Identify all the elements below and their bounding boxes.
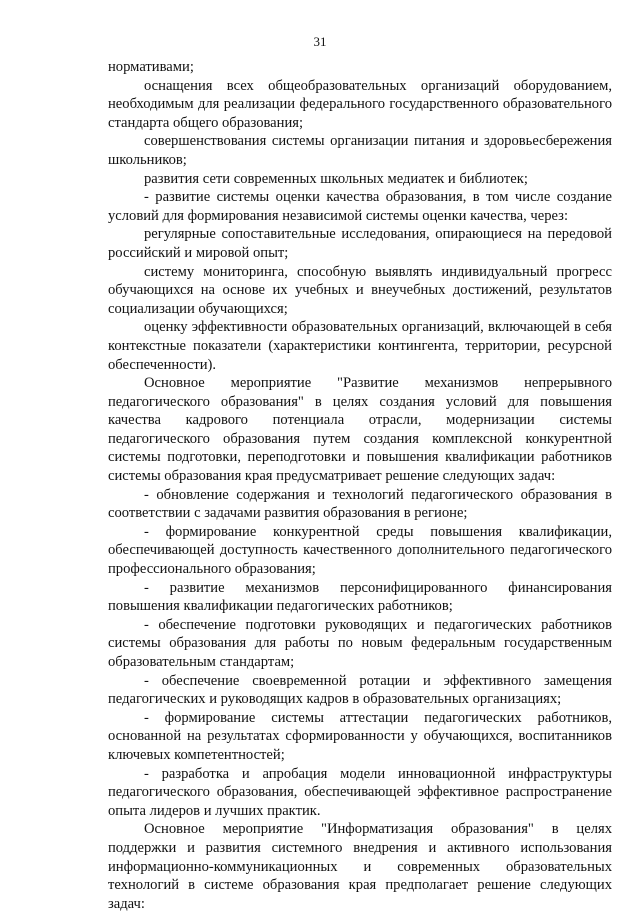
paragraph: - формирование конкурентной среды повышения квалификации, обеспечивающей доступность качественного дополнительного педагогического профессионального образования; <box>108 523 612 578</box>
paragraph: Основное мероприятие "Информатизация образования" в целях поддержки и развития системного внедрения и активного использования информационно-коммуникационных и современных образовательных технологий в системе образования края предполагает решение следующих задач: <box>108 821 612 912</box>
paragraph: регулярные сопоставительные исследования, опирающиеся на передовой российский и мировой опыт; <box>108 226 612 261</box>
paragraph: развития сети современных школьных медиатек и библиотек; <box>144 170 528 187</box>
paragraph: - обновление содержания и технологий педагогического образования в соответствии с задачами развития образования в регионе; <box>108 486 612 522</box>
paragraph: - формирование системы аттестации педагогических работников, основанной на результатах сформированности у обучающихся, воспитанников ключевых компетентностей; <box>108 709 612 763</box>
paragraph: совершенствования системы организации питания и здоровьесбережения школьников; <box>108 133 612 168</box>
paragraph: Основное мероприятие "Развитие механизмов непрерывного педагогического образования" в целях создания условий для повышения качества кадрового потенциала отрасли, модернизации системы педагогического образования путем создания комплексной конкурентной системы подготовки, переподготовки и повышения квалификации работников системы образования края предусматривает решение следующих задач: <box>108 375 612 485</box>
paragraph: - развитие системы оценки качества образования, в том числе создание условий для формирования независимой системы оценки качества, через: <box>108 189 612 224</box>
paragraph: оценку эффективности образовательных организаций, включающей в себя контекстные показатели (характеристики контингента, территории, ресурсной обеспеченности). <box>108 319 612 373</box>
paragraph: - развитие механизмов персонифицированного финансирования повышения квалификации педагогических работников; <box>108 579 612 615</box>
paragraph: систему мониторинга, способную выявлять индивидуальный прогресс обучающихся на основе их учебных и внеучебных достижений, результатов социализации обучающихся; <box>108 263 612 317</box>
page-number: 31 <box>313 34 327 49</box>
paragraph-continuation: нормативами; <box>108 59 194 75</box>
paragraph: - обеспечение подготовки руководящих и педагогических работников системы образования для работы по новым федеральным государственным образовательным стандартам; <box>108 616 612 670</box>
paragraph: - обеспечение своевременной ротации и эффективного замещения педагогических и руководящих кадров в образовательных организациях; <box>108 672 612 708</box>
paragraph: - разработка и апробация модели инновационной инфраструктуры педагогического образования, обеспечивающей эффективное распространение опыта лидеров и лучших практик. <box>108 765 612 819</box>
paragraph: оснащения всех общеобразовательных организаций оборудованием, необходимым для реализации федерального государственного образовательного стандарта общего образования; <box>108 77 612 131</box>
document-body <box>108 58 612 913</box>
